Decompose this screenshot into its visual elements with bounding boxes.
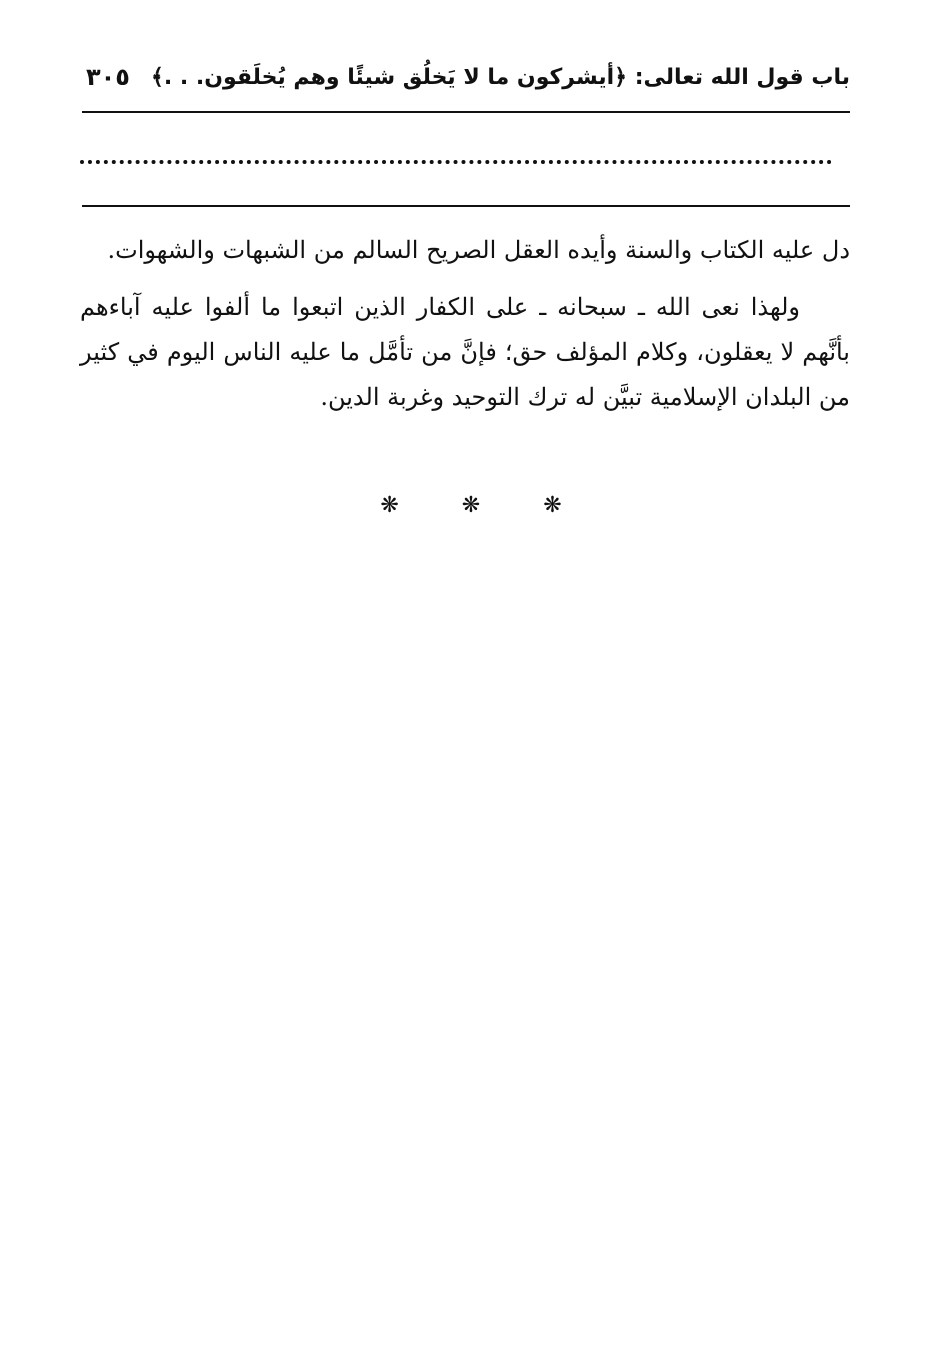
section-separator: [0, 493, 942, 518]
page-number: ٣٠٥: [86, 63, 130, 91]
separator-star-2: ❋: [461, 493, 481, 518]
running-header: [80, 52, 850, 102]
body-text: [80, 228, 850, 420]
separator-star-3: ❋: [543, 493, 562, 518]
paragraph-1: دل عليه الكتاب والسنة وأيده العقل الصريح السالم من الشبهات والشهوات.: [107, 236, 850, 264]
header-title: باب قول الله تعالى: ﴿أيشركون ما لا يَخلُق شيئًا وهم يُخلَقون. . .﴾: [150, 64, 850, 90]
section-rule: [82, 205, 850, 207]
paragraph-2: ولهذا نعى الله ـ سبحانه ـ على الكفار الذين اتبعوا ما ألفوا عليه آباءهم بأنَّهم لا يعقلون، وكلام المؤلف حق؛ فإنَّ من تأمَّل ما عليه الناس اليوم في كثير من البلدان الإسلامية تبيَّن له ترك التوحيد وغربة الدين.: [80, 293, 850, 411]
dotted-line: [80, 160, 832, 164]
header-rule: [82, 111, 850, 113]
separator-star-1: ❋: [380, 493, 399, 518]
